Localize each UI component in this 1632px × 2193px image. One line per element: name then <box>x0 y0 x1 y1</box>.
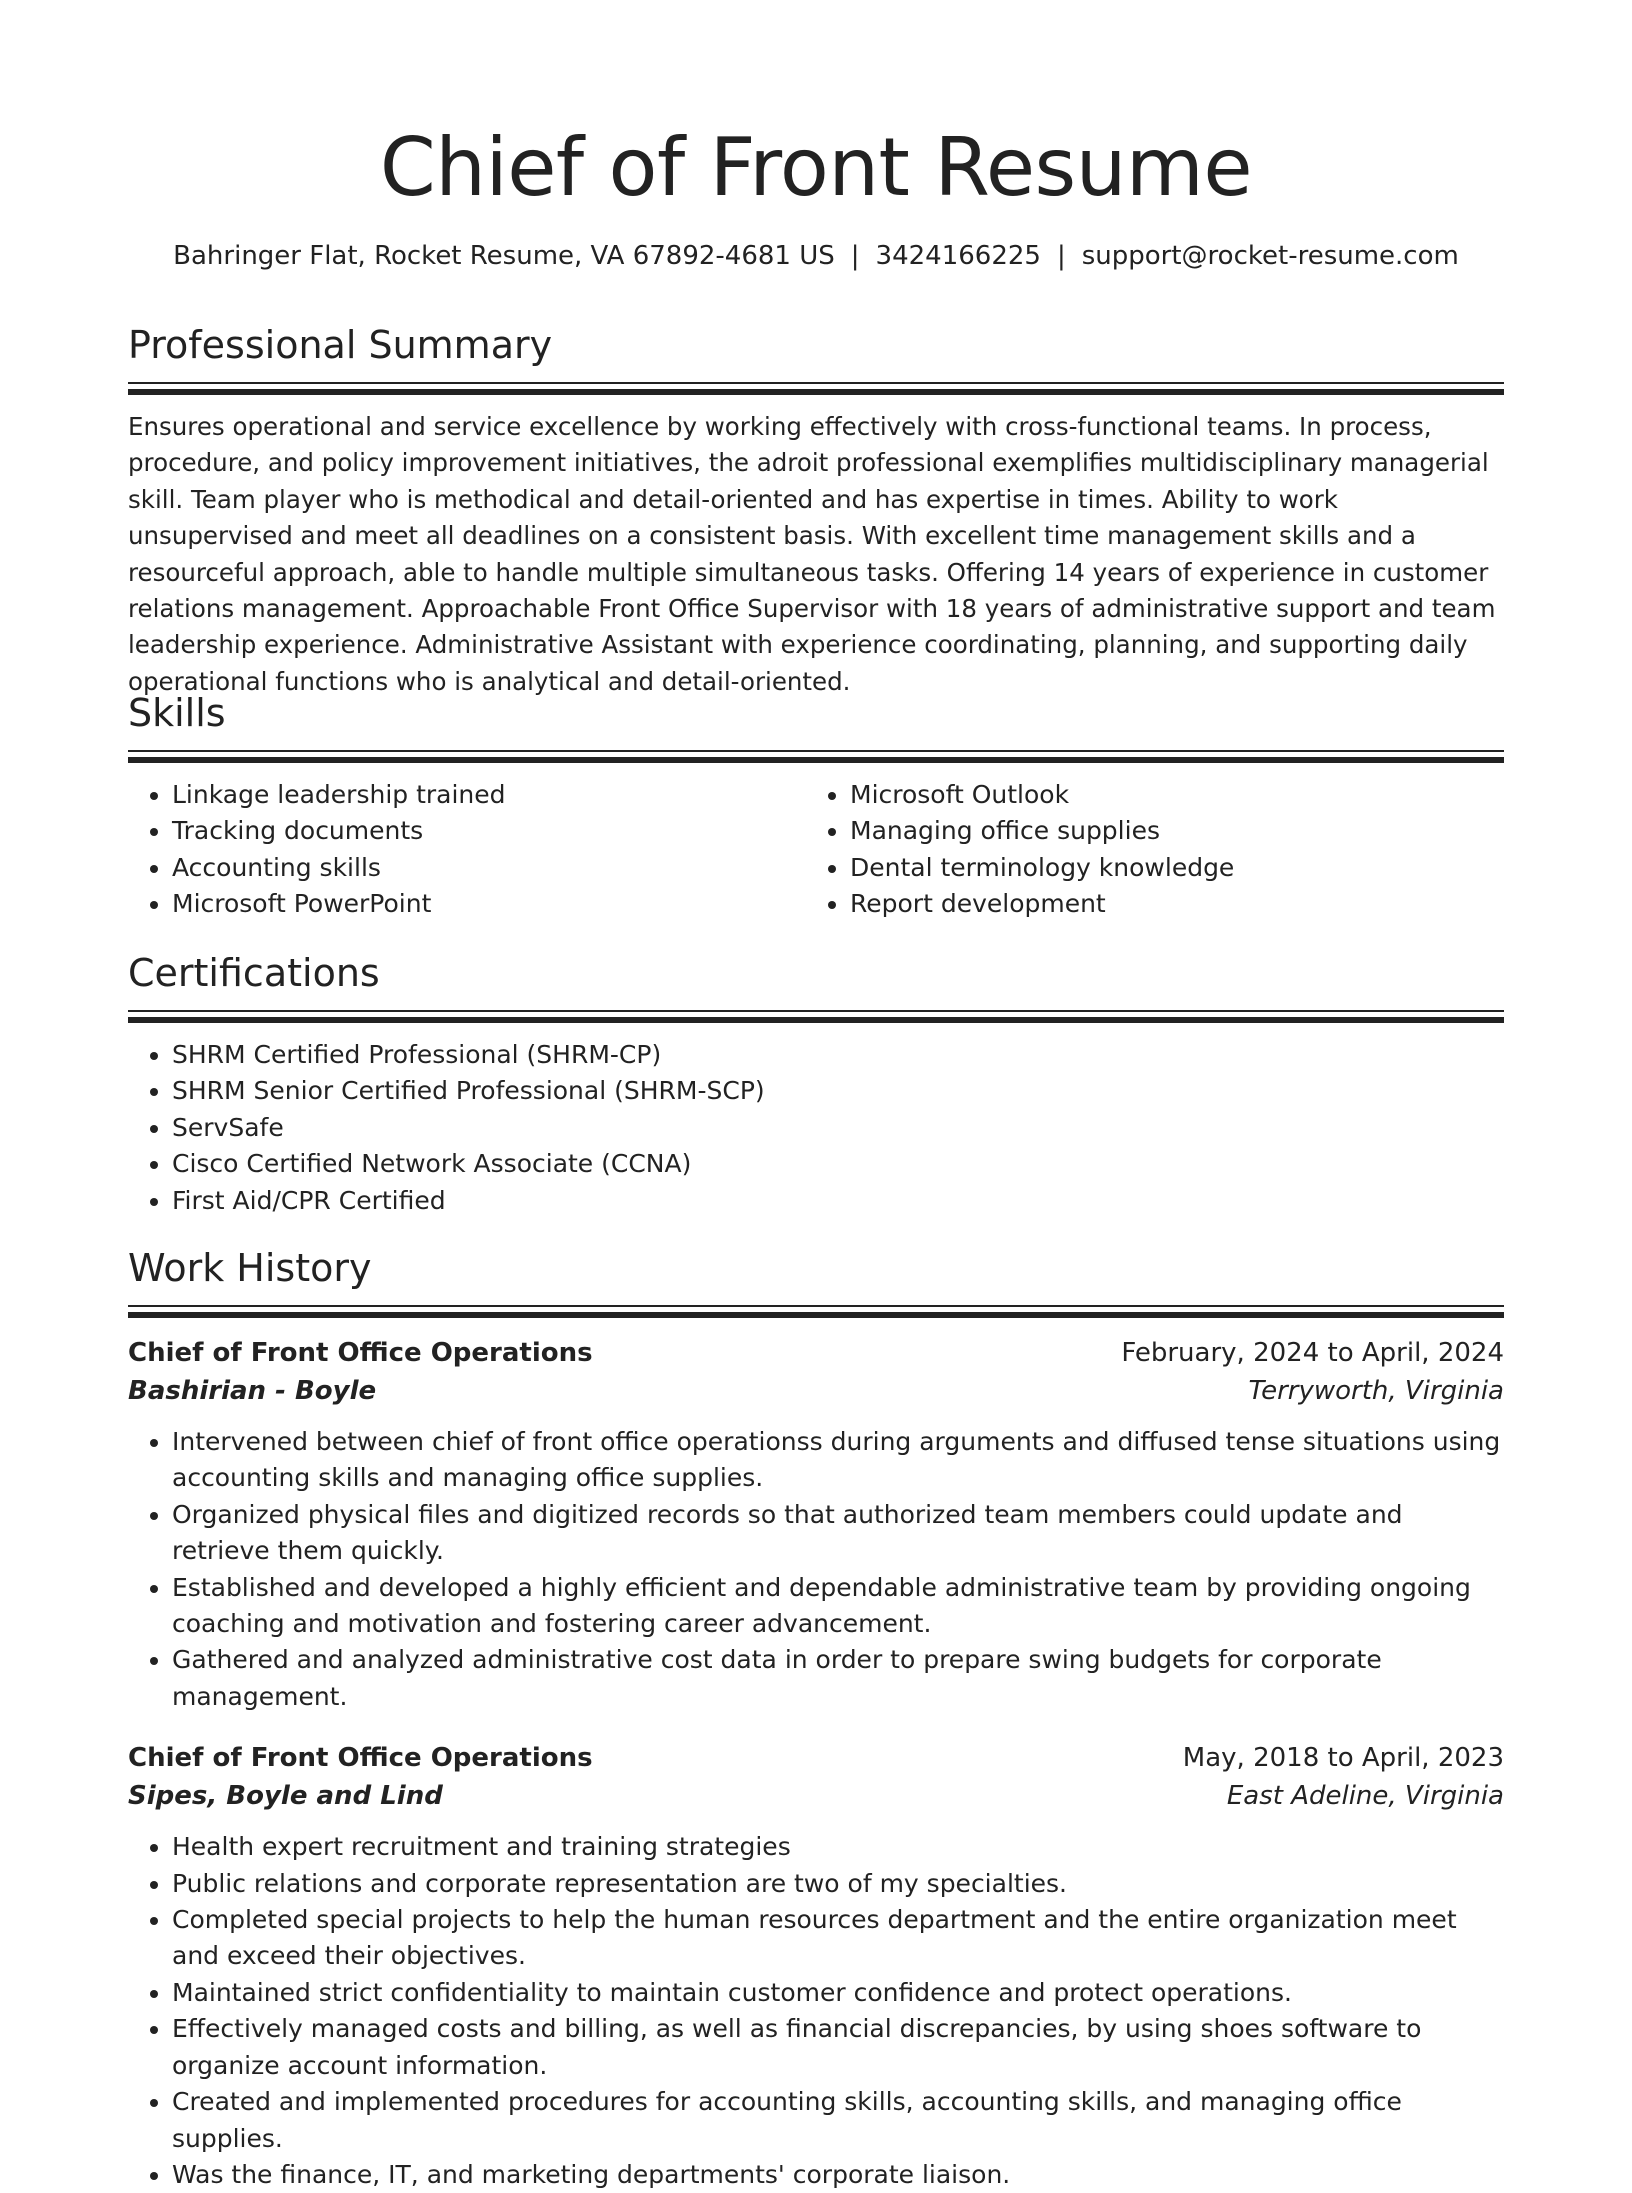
job-bullet: • Gathered and analyzed administrative cost data in order to prepare swing budgets for corporate management. <box>172 1642 1504 1715</box>
job-bullet: • Effectively managed costs and billing, as well as financial discrepancies, by using shoes software to organize account information. <box>172 2011 1504 2084</box>
job-title: Chief of Front Office Operations <box>128 1338 593 1368</box>
section-divider <box>128 1017 1504 1023</box>
job-bullet: • Public relations and corporate representation are two of my specialties. <box>172 1866 1504 1902</box>
skill-item: • Managing office supplies <box>850 813 1484 849</box>
section-divider <box>128 750 1504 752</box>
job-bullet: • Maintained strict confidentiality to maintain customer confidence and protect operations. <box>172 1975 1504 2011</box>
certification-item: • Cisco Certified Network Associate (CCNA) <box>172 1146 1504 1182</box>
contact-separator: | <box>1056 241 1066 271</box>
skill-item: • Tracking documents <box>172 813 806 849</box>
resume-title: Chief of Front Resume <box>379 121 1253 214</box>
work-history-section <box>128 1243 1504 2193</box>
skill-item: • Microsoft Outlook <box>850 777 1484 813</box>
job-bullet: • Organized physical files and digitized records so that authorized team members could update and retrieve them quickly. <box>172 1497 1504 1570</box>
job-title: Chief of Front Office Operations <box>128 1743 593 1774</box>
section-divider <box>128 757 1504 763</box>
contact-address: Bahringer Flat, Rocket Resume, VA 67892-4681 US <box>173 241 835 271</box>
job-location: East Adeline, Virginia <box>1226 1781 1504 1812</box>
skills-column-right <box>806 777 1484 923</box>
certifications-heading: Certifications <box>128 951 380 995</box>
job-bullet: • Established and developed a highly efficient and dependable administrative team by providing ongoing coaching and motivation and fostering career advancement. <box>172 1570 1504 1643</box>
certification-item: • SHRM Senior Certified Professional (SHRM-SCP) <box>172 1073 1504 1109</box>
skill-item: • Report development <box>850 886 1484 922</box>
job-bullet: • Health expert recruitment and training strategies <box>172 1829 1504 1865</box>
job-bullet: • Completed special projects to help the human resources department and the entire organization meet and exceed their objectives. <box>172 1902 1504 1975</box>
certification-item: • First Aid/CPR Certified <box>172 1183 1504 1219</box>
job-bullet: • Intervened between chief of front office operationss during arguments and diffused tense situations using accounting skills and managing office supplies. <box>172 1424 1504 1497</box>
contact-separator: | <box>850 241 860 271</box>
work-history-heading: Work History <box>128 1246 372 1290</box>
job-entry <box>128 1739 1504 2193</box>
job-dates: February, 2024 to April, 2024 <box>1121 1338 1504 1368</box>
contact-email: support@rocket-resume.com <box>1081 241 1459 271</box>
skill-item: • Accounting skills <box>172 850 806 886</box>
skill-item: • Linkage leadership trained <box>172 777 806 813</box>
contact-line <box>128 238 1504 274</box>
summary-heading: Professional Summary <box>128 323 553 367</box>
job-entry <box>128 1334 1504 1715</box>
skills-section <box>128 688 1504 923</box>
job-dates: May, 2018 to April, 2023 <box>1182 1743 1504 1774</box>
skills-column-left <box>128 777 806 923</box>
skill-item: • Microsoft PowerPoint <box>172 886 806 922</box>
section-divider <box>128 382 1504 384</box>
section-divider <box>128 1010 1504 1012</box>
contact-phone: 3424166225 <box>875 241 1041 271</box>
job-company: Sipes, Boyle and Lind <box>128 1781 443 1812</box>
certification-item: • ServSafe <box>172 1110 1504 1146</box>
skills-columns <box>128 777 1504 923</box>
job-bullet: • Created and implemented procedures for accounting skills, accounting skills, and managing office supplies. <box>172 2084 1504 2157</box>
certifications-section <box>128 948 1504 1219</box>
summary-section <box>128 320 1504 700</box>
skill-item: • Dental terminology knowledge <box>850 850 1484 886</box>
certification-item: • SHRM Certified Professional (SHRM-CP) <box>172 1037 1504 1073</box>
section-divider <box>128 1312 1504 1318</box>
summary-text: Ensures operational and service excellence by working effectively with cross-functional teams. In process, procedure, and policy improvement initiatives, the adroit professional exemplifies multidisciplinary managerial skill. Team player who is methodical and detail-oriented and has expertise in times. Ability to work unsupervised and meet all deadlines on a consistent basis. With excellent time management skills and a resourceful approach, able to handle multiple simultaneous tasks. Offering 14 years of experience in customer relations management. Approachable Front Office Supervisor with 18 years of administrative support and team leadership experience. Administrative Assistant with experience coordinating, planning, and supporting daily operational functions who is analytical and detail-oriented. <box>128 412 1496 696</box>
job-company: Bashirian - Boyle <box>128 1376 377 1406</box>
skills-heading: Skills <box>128 691 226 735</box>
section-divider <box>128 389 1504 395</box>
section-divider <box>128 1305 1504 1307</box>
job-bullet: • Was the finance, IT, and marketing departments' corporate liaison. <box>172 2157 1504 2193</box>
job-location: Terryworth, Virginia <box>1248 1376 1504 1406</box>
